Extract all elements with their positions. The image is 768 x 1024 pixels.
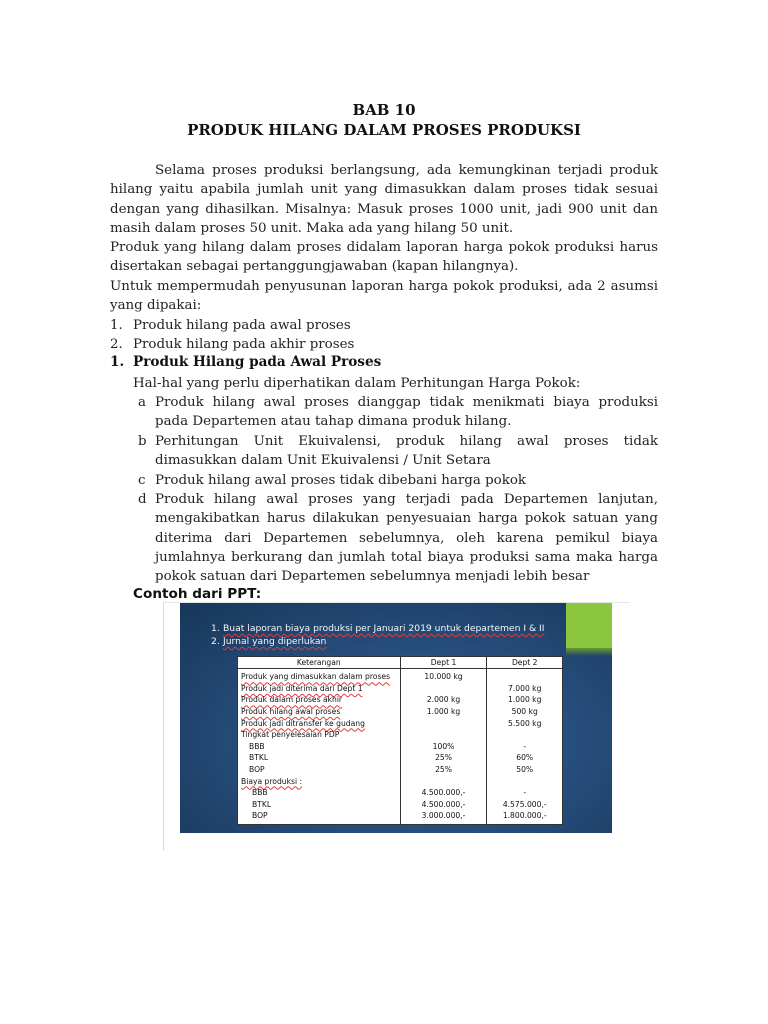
dept2-value: 4.575.000,-: [487, 799, 563, 811]
table-row: [238, 775, 563, 787]
dept1-value: 4.500.000,-: [400, 787, 487, 799]
row-label: BBB: [238, 741, 401, 753]
table-row: [238, 741, 563, 753]
dept2-value: [487, 669, 563, 683]
dept1-value: [400, 717, 487, 729]
column-header: Keterangan: [238, 657, 401, 669]
intro-paragraph-1: Selama proses produksi berlangsung, ada kemungkinan terjadi produk hilang yaitu apabila jumlah unit yang dimasukkan dalam proses tidak sesuai dengan yang dihasilkan. Misalnya: Masuk proses 1000 unit, jadi 900 unit dan masih dalam proses 50 unit. Maka ada yang hilang 50 unit.: [110, 163, 658, 236]
dept2-value: 1.000 kg: [487, 694, 563, 706]
row-label: BBB: [238, 787, 401, 799]
row-label: BOP: [238, 764, 401, 776]
slide-instruction-number: 1.: [211, 623, 220, 634]
chapter-number: BAB 10: [352, 101, 416, 119]
slide-instruction-text: Jurnal yang diperlukan: [223, 636, 327, 647]
dept1-value: 25%: [400, 752, 487, 764]
list-text: Produk hilang pada awal proses: [133, 318, 351, 333]
row-label: Tingkat penyelesaian PDP: [238, 729, 401, 741]
list-number: 2.: [110, 337, 123, 352]
slide-instruction-number: 2.: [211, 636, 220, 647]
table-row: [238, 706, 563, 718]
dept1-value: [400, 729, 487, 741]
table-row: [238, 752, 563, 764]
table-row: [238, 799, 563, 811]
slide-accent-block: [566, 603, 612, 648]
sub-item-text: Produk hilang awal proses yang terjadi pada Departemen lanjutan, mengakibatkan harus dilakukan penyesuaian harga pokok satuan yang diterima dari Departemen sebelumnya, oleh karena pemikul biaya jumlahnya berkurang dan jumlah total biaya produksi sama maka harga pokok satuan dari Departemen sebelumnya menjadi lebih besar: [155, 492, 658, 585]
dept2-value: 1.800.000,-: [487, 810, 563, 824]
sub-item-letter: b: [138, 434, 147, 449]
sub-item-letter: a: [138, 395, 146, 410]
dept2-value: 5.500 kg: [487, 717, 563, 729]
sub-item-text: Produk hilang awal proses tidak dibebani harga pokok: [155, 473, 526, 488]
dept1-value: [400, 683, 487, 695]
table-row: [238, 729, 563, 741]
row-label: BOP: [238, 810, 401, 824]
slide-instruction-text: Buat laporan biaya produksi per Januari 2019 untuk departemen I & II: [223, 623, 545, 634]
section-title: Produk Hilang pada Awal Proses: [133, 354, 382, 370]
row-label: Biaya produksi :: [241, 776, 303, 786]
table-row: [238, 787, 563, 799]
list-text: Produk hilang pada akhir proses: [133, 337, 355, 352]
intro-paragraph-2: Produk yang hilang dalam proses didalam laporan harga pokok produksi harus disertakan sebagai pertanggungjawaban (kapan hilangnya).: [110, 240, 658, 275]
column-header: Dept 1: [400, 657, 487, 669]
dept2-value: 500 kg: [487, 706, 563, 718]
dept2-value: -: [487, 787, 563, 799]
dept1-value: 100%: [400, 741, 487, 753]
row-label: BTKL: [238, 752, 401, 764]
row-label: BTKL: [238, 799, 401, 811]
section-lead: Hal-hal yang perlu diperhatikan dalam Perhitungan Harga Pokok:: [133, 376, 581, 391]
table-header-row: [238, 657, 563, 669]
section-heading: [110, 354, 381, 370]
dept2-value: [487, 729, 563, 741]
row-label: Produk jadi ditransfer ke gudang: [241, 718, 365, 728]
dept1-value: 3.000.000,-: [400, 810, 487, 824]
list-number: 1.: [110, 318, 123, 333]
intro-paragraph-3: Untuk mempermudah penyusunan laporan harga pokok produksi, ada 2 asumsi yang dipakai:: [110, 279, 658, 314]
dept2-value: 50%: [487, 764, 563, 776]
dept1-value: 2.000 kg: [400, 694, 487, 706]
column-header: Dept 2: [487, 657, 563, 669]
slide-instruction: [211, 636, 326, 647]
table-row: [238, 683, 563, 695]
chapter-title: PRODUK HILANG DALAM PROSES PRODUKSI: [187, 121, 581, 139]
production-data-table: [237, 656, 563, 825]
sub-item-text: Produk hilang awal proses dianggap tidak menikmati biaya produksi pada Departemen atau tahap dimana produk hilang.: [155, 395, 658, 430]
slide-instruction: [211, 623, 544, 634]
dept1-value: 4.500.000,-: [400, 799, 487, 811]
row-label: Produk jadi diterima dari Dept 1: [241, 683, 363, 693]
dept2-value: 7.000 kg: [487, 683, 563, 695]
section-number: 1.: [110, 354, 125, 370]
row-label: Produk yang dimasukkan dalam proses: [241, 672, 391, 682]
dept2-value: -: [487, 741, 563, 753]
dept1-value: 10.000 kg: [400, 669, 487, 683]
dept2-value: 60%: [487, 752, 563, 764]
slide-accent-shadow: [566, 648, 612, 656]
dept2-value: [487, 775, 563, 787]
sub-item-text: Perhitungan Unit Ekuivalensi, produk hilang awal proses tidak dimasukkan dalam Unit Ekuivalensi / Unit Setara: [155, 434, 658, 469]
dept1-value: [400, 775, 487, 787]
row-label: Produk hilang awal proses: [241, 707, 341, 717]
table-row: [238, 717, 563, 729]
table-row: [238, 694, 563, 706]
sub-item-letter: c: [138, 473, 146, 488]
table-row: [238, 669, 563, 683]
table-row: [238, 810, 563, 824]
sub-item-letter: d: [138, 492, 147, 507]
dept1-value: 25%: [400, 764, 487, 776]
example-label: Contoh dari PPT:: [133, 586, 262, 602]
table-row: [238, 764, 563, 776]
row-label: Produk dalam proses akhir: [241, 695, 343, 705]
dept1-value: 1.000 kg: [400, 706, 487, 718]
